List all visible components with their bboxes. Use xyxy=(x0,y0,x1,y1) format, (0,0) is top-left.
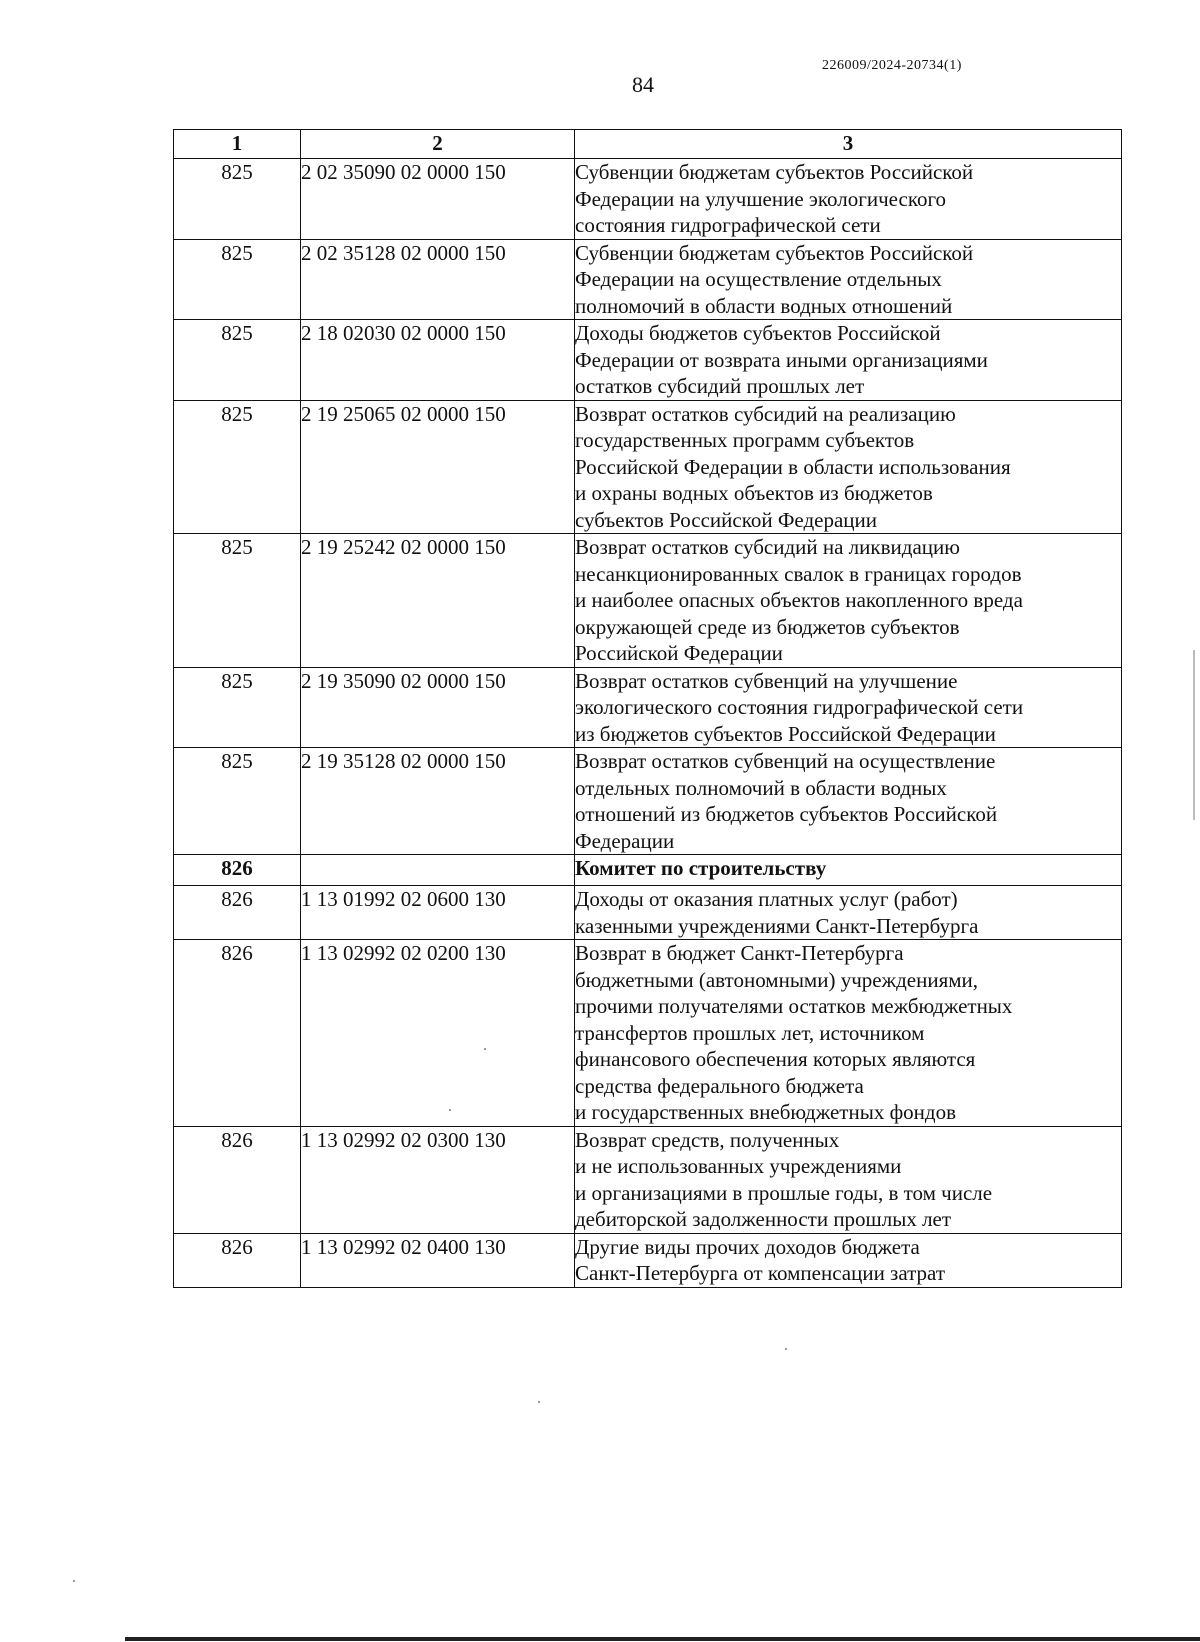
description-line: государственных программ субъектов xyxy=(575,428,915,452)
budget-classification-code-cell: 2 19 35090 02 0000 150 xyxy=(301,667,575,748)
admin-code-cell: 825 xyxy=(174,400,301,534)
revenue-description-cell xyxy=(575,400,1122,534)
budget-classification-code-cell: 2 19 25242 02 0000 150 xyxy=(301,534,575,668)
description-line: средства федерального бюджета xyxy=(575,1073,864,1098)
scan-bottom-edge xyxy=(125,1637,1200,1641)
description-line: Возврат средств, полученных xyxy=(575,1127,840,1152)
description-line: Доходы бюджетов субъектов Российской xyxy=(575,321,941,345)
description-line: и не использованных учреждениями xyxy=(575,1154,902,1178)
scan-speck xyxy=(538,1401,540,1403)
description-line: Возврат в бюджет Санкт-Петербурга xyxy=(575,941,904,965)
table-row xyxy=(174,940,1122,1127)
column-header-3: 3 xyxy=(575,130,1122,159)
revenue-description-cell xyxy=(575,159,1122,240)
description-line: Комитет по строительству xyxy=(575,856,827,880)
description-line: казенными учреждениями Санкт-Петербурга xyxy=(575,913,979,938)
description-line: состояния гидрографической сети xyxy=(575,213,881,237)
revenue-description-cell xyxy=(575,534,1122,668)
description-line: отдельных полномочий в области водных xyxy=(575,775,947,800)
revenue-description-cell xyxy=(575,667,1122,748)
admin-code-cell: 826 xyxy=(174,886,301,940)
admin-code-cell: 825 xyxy=(174,667,301,748)
description-line: из бюджетов субъектов Российской Федерации xyxy=(575,721,996,746)
revenue-description-cell xyxy=(575,239,1122,320)
revenue-description-cell xyxy=(575,1233,1122,1287)
admin-code-cell: 826 xyxy=(174,1233,301,1287)
description-line: Санкт-Петербурга от компенсации затрат xyxy=(575,1261,946,1285)
revenue-description-cell xyxy=(575,320,1122,401)
description-line: Возврат остатков субвенций на улучшение xyxy=(575,668,958,693)
description-line: Другие виды прочих доходов бюджета xyxy=(575,1234,920,1259)
description-line: и наиболее опасных объектов накопленного вреда xyxy=(575,588,1023,612)
description-line: отношений из бюджетов субъектов Российской xyxy=(575,802,998,826)
description-line: Субвенции бюджетам субъектов Российской xyxy=(575,240,974,265)
budget-classification-code-cell: 2 19 25065 02 0000 150 xyxy=(301,400,575,534)
admin-code-cell: 826 xyxy=(174,855,301,886)
column-header-1: 1 xyxy=(174,130,301,159)
budget-classification-code-cell: 2 18 02030 02 0000 150 xyxy=(301,320,575,401)
description-line: Федерации на улучшение экологического xyxy=(575,186,947,211)
revenue-description-cell xyxy=(575,1126,1122,1233)
revenue-description-cell xyxy=(575,886,1122,940)
table-row xyxy=(174,886,1122,940)
table-row xyxy=(174,748,1122,855)
admin-code-cell: 826 xyxy=(174,940,301,1127)
budget-classification-code-cell: 2 02 35090 02 0000 150 xyxy=(301,159,575,240)
table-row xyxy=(174,667,1122,748)
scan-speck xyxy=(73,1580,75,1582)
description-line: Доходы от оказания платных услуг (работ) xyxy=(575,887,958,911)
table-row xyxy=(174,320,1122,401)
description-line: Федерации xyxy=(575,828,675,853)
table-row xyxy=(174,159,1122,240)
table-row xyxy=(174,1233,1122,1287)
admin-code-cell: 825 xyxy=(174,534,301,668)
budget-classification-code-cell: 1 13 02992 02 0400 130 xyxy=(301,1233,575,1287)
scan-speck xyxy=(785,1348,787,1350)
description-line: экологического состояния гидрографической сети xyxy=(575,695,1024,719)
table-body xyxy=(174,159,1122,1288)
column-header-2: 2 xyxy=(301,130,575,159)
description-line: остатков субсидий прошлых лет xyxy=(575,374,865,398)
scan-edge-mark xyxy=(1193,650,1195,820)
description-line: и государственных внебюджетных фондов xyxy=(575,1100,957,1124)
description-line: Федерации на осуществление отдельных xyxy=(575,267,942,291)
revenue-description-cell xyxy=(575,940,1122,1127)
description-line: бюджетными (автономными) учреждениями, xyxy=(575,967,979,992)
scan-speck xyxy=(449,1109,451,1111)
description-line: окружающей среде из бюджетов субъектов xyxy=(575,614,960,639)
section-title-cell xyxy=(575,855,1122,886)
budget-classification-code-cell: 1 13 01992 02 0600 130 xyxy=(301,886,575,940)
description-line: финансового обеспечения которых являются xyxy=(575,1047,976,1071)
description-line: Российской Федерации в области использования xyxy=(575,454,1011,479)
description-line: и организациями в прошлые годы, в том числе xyxy=(575,1180,993,1205)
description-line: несанкционированных свалок в границах городов xyxy=(575,561,1022,586)
budget-classification-code-cell xyxy=(301,855,575,886)
description-line: субъектов Российской Федерации xyxy=(575,507,878,532)
description-line: трансфертов прошлых лет, источником xyxy=(575,1020,925,1045)
page-number: 84 xyxy=(632,72,654,97)
scan-speck xyxy=(484,1048,486,1050)
revenue-description-cell xyxy=(575,748,1122,855)
budget-classification-code-cell: 1 13 02992 02 0200 130 xyxy=(301,940,575,1127)
document-registration-number: 226009/2024-20734(1) xyxy=(822,58,962,73)
admin-code-cell: 825 xyxy=(174,159,301,240)
description-line: Федерации от возврата иными организациями xyxy=(575,347,988,372)
table-row xyxy=(174,400,1122,534)
budget-classification-code-cell: 1 13 02992 02 0300 130 xyxy=(301,1126,575,1233)
revenue-codes-table xyxy=(173,129,1122,1288)
description-line: Возврат остатков субсидий на реализацию xyxy=(575,401,956,426)
description-line: Возврат остатков субсидий на ликвидацию xyxy=(575,535,960,559)
admin-code-cell: 825 xyxy=(174,748,301,855)
admin-code-cell: 825 xyxy=(174,320,301,401)
description-line: Субвенции бюджетам субъектов Российской xyxy=(575,160,974,184)
admin-code-cell: 826 xyxy=(174,1126,301,1233)
table-row xyxy=(174,1126,1122,1233)
description-line: Российской Федерации xyxy=(575,641,783,665)
description-line: полномочий в области водных отношений xyxy=(575,293,953,318)
admin-code-cell: 825 xyxy=(174,239,301,320)
description-line: и охраны водных объектов из бюджетов xyxy=(575,481,933,505)
description-line: прочими получателями остатков межбюджетных xyxy=(575,994,1013,1018)
budget-classification-code-cell: 2 19 35128 02 0000 150 xyxy=(301,748,575,855)
budget-classification-code-cell: 2 02 35128 02 0000 150 xyxy=(301,239,575,320)
table-header-row xyxy=(174,130,1122,159)
section-header-row xyxy=(174,855,1122,886)
description-line: Возврат остатков субвенций на осуществление xyxy=(575,749,996,773)
description-line: дебиторской задолженности прошлых лет xyxy=(575,1207,952,1231)
table-row xyxy=(174,239,1122,320)
table-row xyxy=(174,534,1122,668)
